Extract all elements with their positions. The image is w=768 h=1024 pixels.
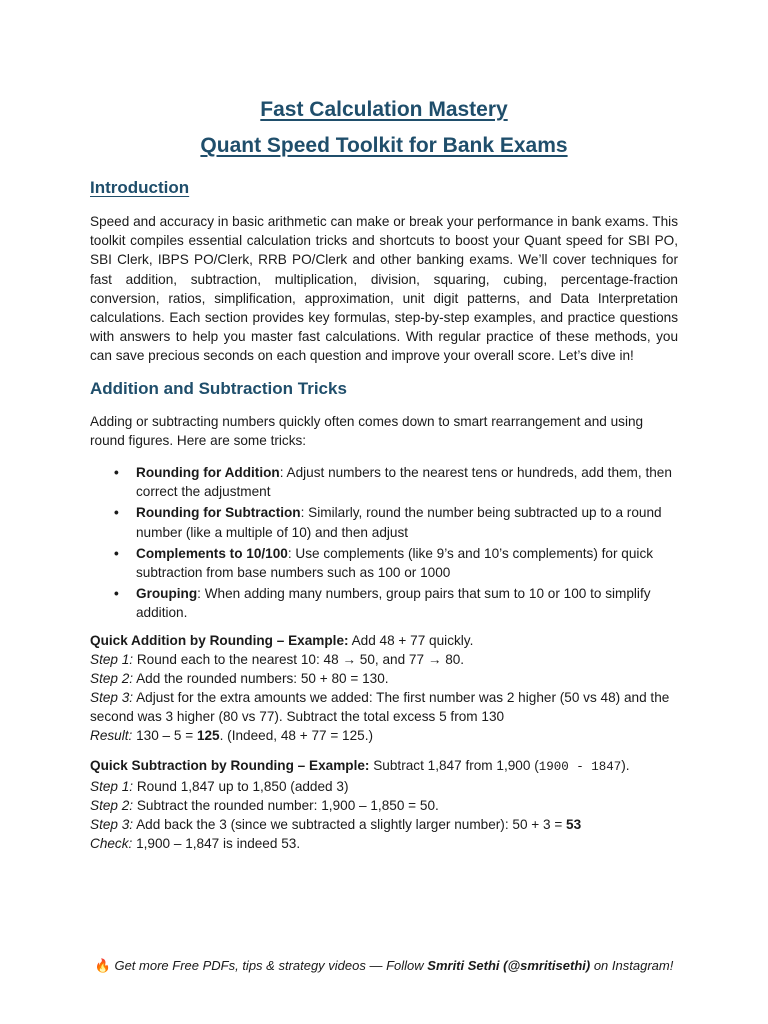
step-text: Subtract the rounded number: 1,900 – 1,850 = 50. bbox=[133, 797, 439, 813]
step-label: Step 2: bbox=[90, 670, 134, 686]
list-item bbox=[90, 503, 678, 541]
bullet-icon: • bbox=[114, 465, 119, 481]
trick-term: Complements to 10/100 bbox=[136, 545, 288, 561]
example-heading-line bbox=[90, 756, 678, 777]
bullet-icon: • bbox=[114, 505, 119, 521]
footer-promo bbox=[0, 958, 768, 974]
list-item bbox=[90, 584, 678, 622]
step-text: Add back the 3 (since we subtracted a slightly larger number): 50 + 3 = bbox=[133, 816, 567, 832]
intro-paragraph: Speed and accuracy in basic arithmetic can make or break your performance in bank exams. This toolkit compiles essential calculation tricks and shortcuts to boost your Quant speed for SBI PO, SBI Clerk, IBPS PO/Clerk, RRB PO/Clerk and other banking exams. We’ll cover techniques for fast addition, subtraction, multiplication, division, squaring, cubing, percentage-fraction conversion, ratios, simplification, approximation, unit digit patterns, and Data Interpretation calculations. Each section provides key formulas, step-by-step examples, and practice questions with answers to help you master fast calculations. With regular practice of these methods, you can save precious seconds on each question and improve your overall score. Let’s dive in! bbox=[90, 214, 678, 364]
example-heading: Quick Addition by Rounding – Example: bbox=[90, 632, 349, 648]
example-subtraction bbox=[90, 756, 678, 853]
step-label: Step 3: bbox=[90, 816, 134, 832]
example-step bbox=[90, 669, 678, 688]
result-value: 53 bbox=[566, 816, 582, 832]
step-text: 130 – 5 = bbox=[132, 727, 197, 743]
author-handle: Smriti Sethi (@smritisethi) bbox=[427, 958, 591, 973]
step-text: . (Indeed, 48 + 77 = 125.) bbox=[219, 727, 374, 743]
example-step bbox=[90, 688, 678, 726]
addsub-intro: Adding or subtracting numbers quickly often comes down to smart rearrangement and using round figures. Here are some tricks: bbox=[90, 413, 644, 448]
step-text: 1,900 – 1,847 is indeed 53. bbox=[132, 835, 301, 851]
step-text: Add the rounded numbers: 50 + 80 = 130. bbox=[133, 670, 389, 686]
trick-desc: : Similarly, round the number being subtracted up to a round number (like a multiple of 10) and then adjust bbox=[136, 505, 662, 540]
code-snippet: 1900 - 1847 bbox=[538, 759, 622, 774]
example-task: Add 48 + 77 quickly. bbox=[348, 632, 474, 648]
trick-term: Rounding for Subtraction bbox=[136, 505, 301, 521]
addsub-heading: Addition and Subtraction Tricks bbox=[90, 378, 347, 398]
step-text: Round 1,847 up to 1,850 (added 3) bbox=[133, 778, 349, 794]
example-step bbox=[90, 650, 678, 669]
list-item bbox=[90, 463, 678, 501]
example-step bbox=[90, 815, 678, 834]
bullet-icon: • bbox=[114, 545, 119, 561]
fire-icon: 🔥 bbox=[94, 958, 111, 973]
example-check bbox=[90, 834, 678, 853]
footer-text: on Instagram! bbox=[590, 958, 674, 973]
example-step bbox=[90, 777, 678, 796]
trick-term: Grouping bbox=[136, 586, 198, 602]
step-label: Step 2: bbox=[90, 797, 134, 813]
step-label: Step 3: bbox=[90, 689, 134, 705]
bullet-icon: • bbox=[114, 586, 119, 602]
step-label: Step 1: bbox=[90, 778, 134, 794]
trick-desc: : Adjust numbers to the nearest tens or hundreds, add them, then correct the adjustment bbox=[136, 465, 672, 500]
example-heading: Quick Subtraction by Rounding – Example: bbox=[90, 757, 370, 773]
document-page bbox=[90, 92, 678, 853]
list-item bbox=[90, 544, 678, 582]
trick-desc: : When adding many numbers, group pairs that sum to 10 or 100 to simplify addition. bbox=[136, 586, 651, 621]
tricks-list bbox=[90, 463, 678, 623]
example-result bbox=[90, 726, 678, 745]
example-task-end: ). bbox=[621, 757, 630, 773]
example-task: Subtract 1,847 from 1,900 ( bbox=[369, 757, 539, 773]
document-title: Fast Calculation Mastery bbox=[260, 98, 508, 121]
intro-heading: Introduction bbox=[90, 178, 190, 197]
step-label: Check: bbox=[90, 835, 133, 851]
result-value: 125 bbox=[196, 727, 220, 743]
trick-desc: : Use complements (like 9’s and 10’s complements) for quick subtraction from base numbers such as 100 or 1000 bbox=[136, 545, 654, 581]
step-label: Result: bbox=[90, 727, 133, 743]
example-addition bbox=[90, 631, 678, 745]
example-heading-line bbox=[90, 631, 678, 650]
document-subtitle: Quant Speed Toolkit for Bank Exams bbox=[200, 134, 568, 157]
step-text: Round each to the nearest 10: 48 → 50, and 77 → 80. bbox=[133, 651, 465, 667]
step-text: Adjust for the extra amounts we added: The first number was 2 higher (50 vs 48) and the second was 3 higher (80 vs 77). Subtract the total excess 5 from 130 bbox=[90, 689, 670, 724]
step-label: Step 1: bbox=[90, 651, 134, 667]
example-step bbox=[90, 796, 678, 815]
trick-term: Rounding for Addition bbox=[136, 465, 280, 481]
footer-text: Get more Free PDFs, tips & strategy videos — Follow bbox=[110, 958, 428, 973]
